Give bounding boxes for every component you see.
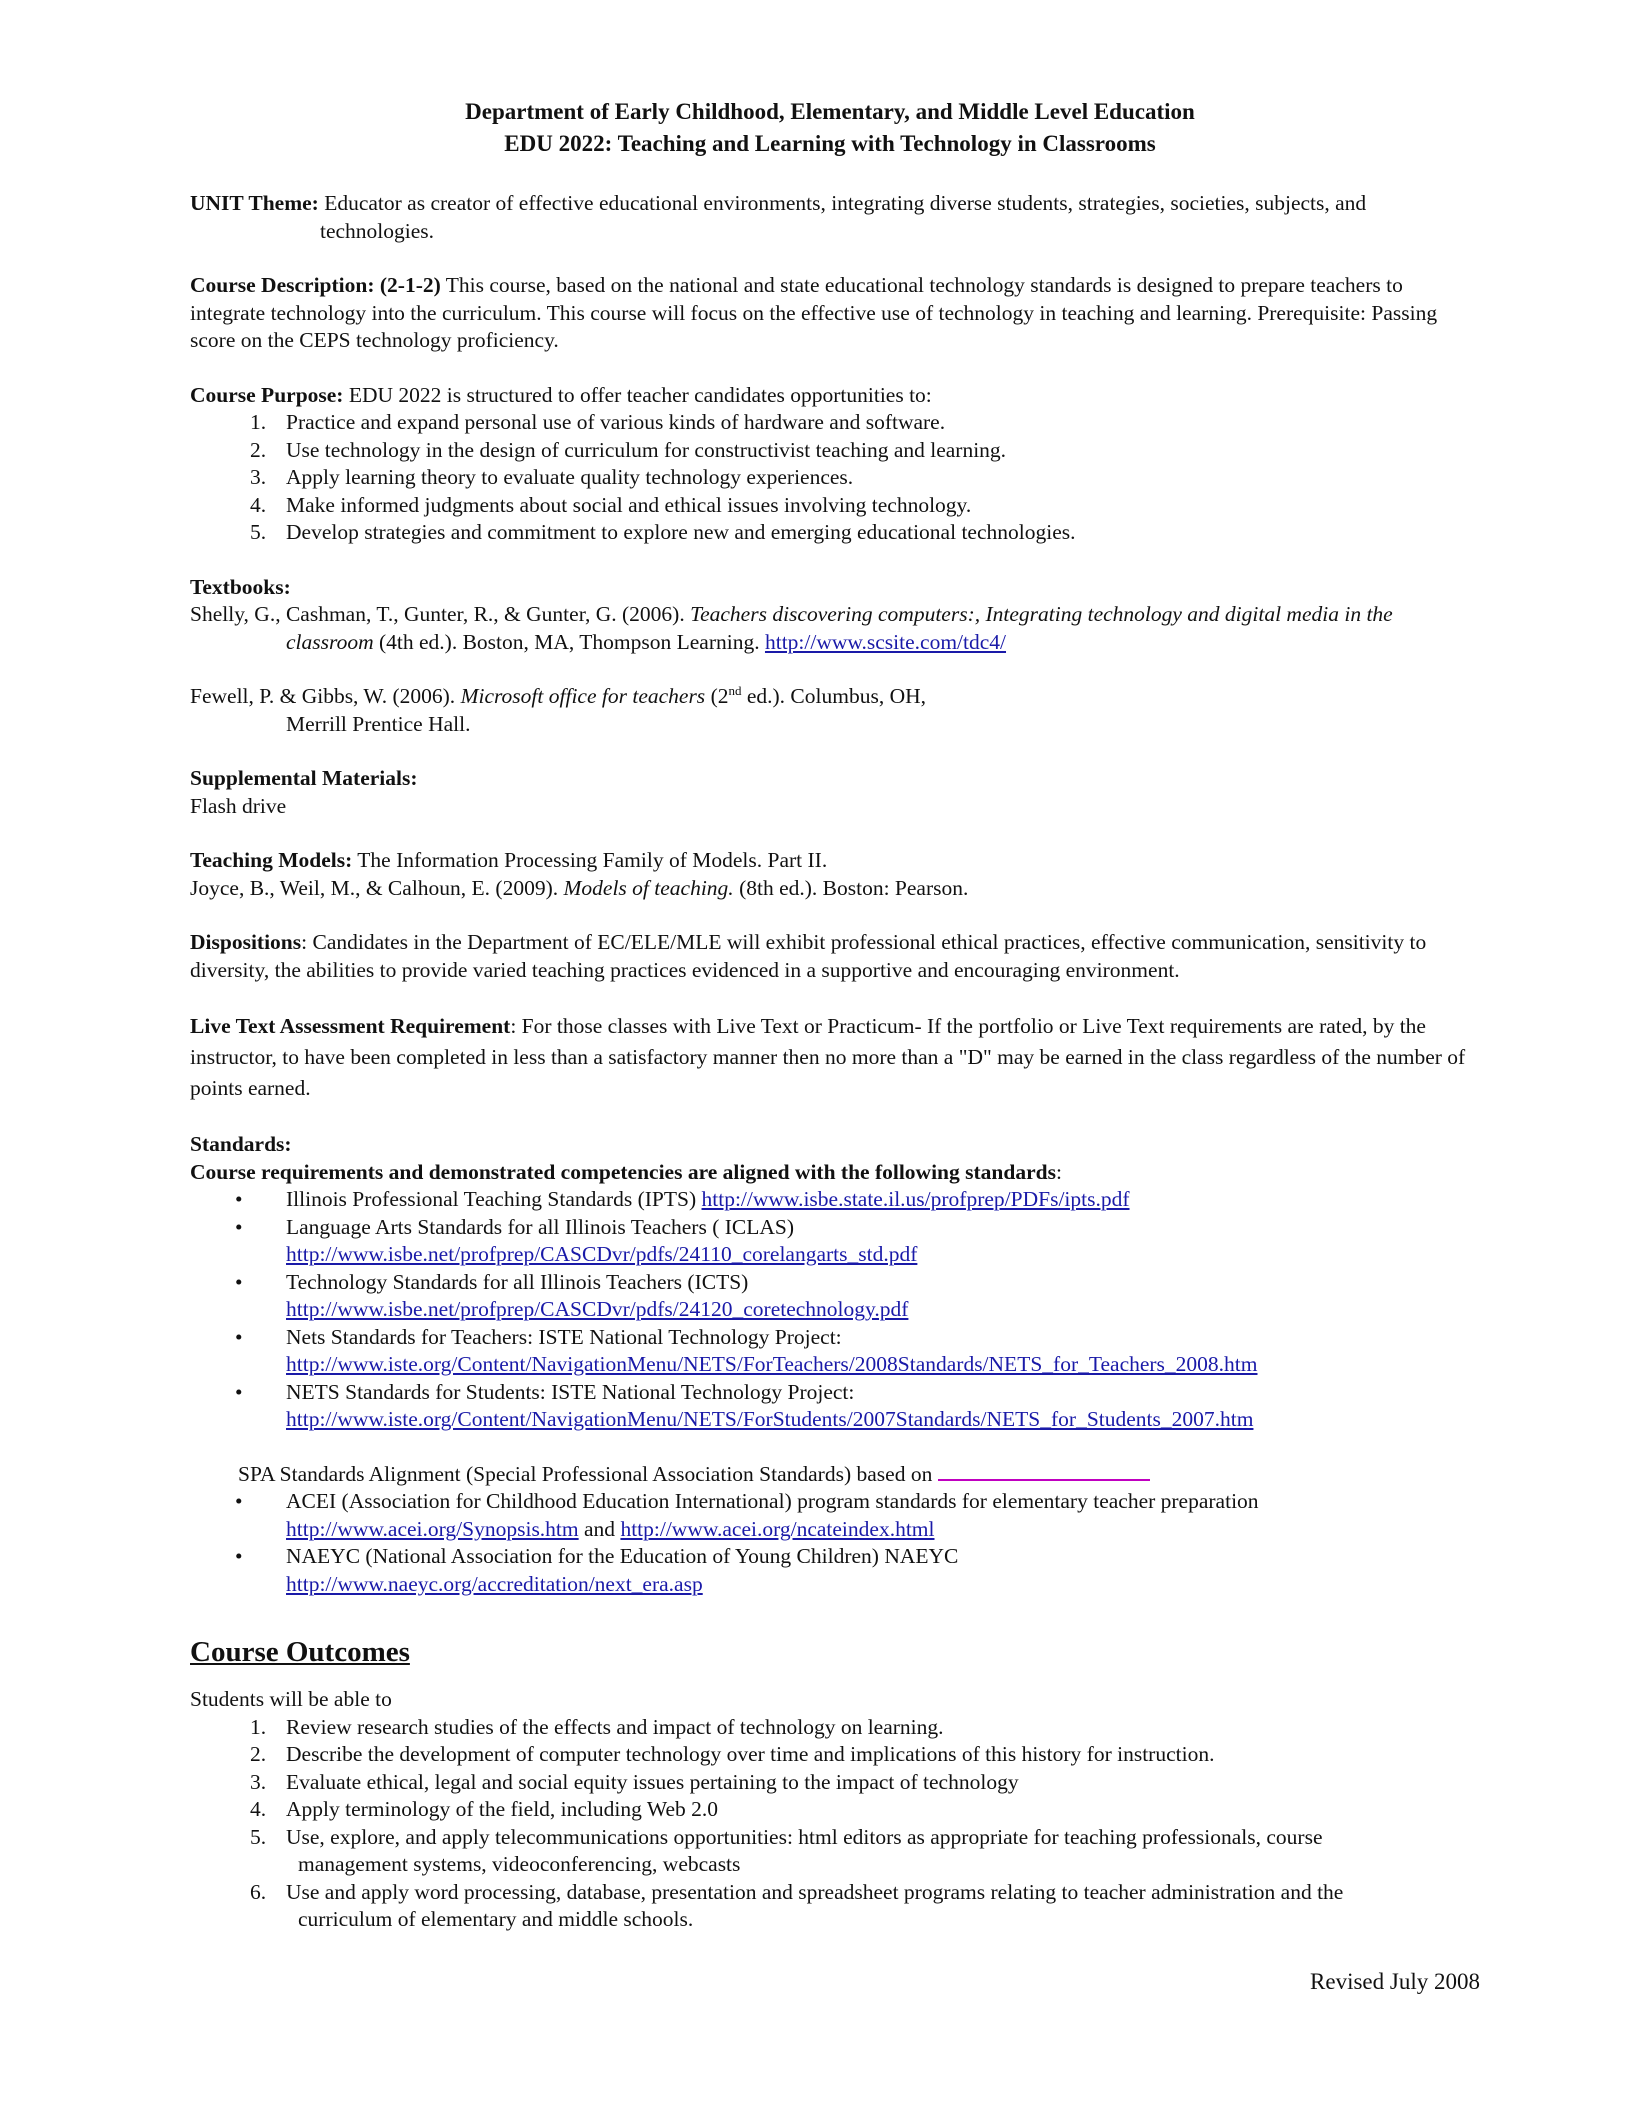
live-text-text: : For those classes with Live Text or Practicum- If the portfolio or Live Text requirements are rated, by the instructor, to have been completed in less than a satisfactory manner then no more than a "D" may be earned in the class regardless of the number of points earned. [190, 1014, 1466, 1100]
nets-students-link[interactable]: http://www.iste.org/Content/NavigationMenu/NETS/ForStudents/2007Standards/NETS_for_Students_2007.htm [286, 1407, 1254, 1431]
teaching-models-label: Teaching Models: [190, 848, 353, 872]
dispositions-text: : Candidates in the Department of EC/ELE/MLE will exhibit professional ethical practices, effective communication, sensitivity to diversity, the abilities to provide varied teaching practices evidenced in a supportive and encouraging environment. [190, 930, 1427, 982]
list-item: 2. Describe the development of computer technology over time and implications of this history for instruction. [250, 1742, 1215, 1766]
textbooks [190, 574, 1480, 739]
list-item: 4. Apply terminology of the field, including Web 2.0 [250, 1797, 718, 1821]
course-description [190, 272, 1480, 355]
standards-label: Standards: [190, 1132, 292, 1156]
outcomes-list [190, 1714, 1480, 1934]
unit-theme-label: UNIT Theme: [190, 191, 319, 215]
list-item: 1. Review research studies of the effects and impact of technology on learning. [250, 1714, 944, 1739]
textbook-citation-1: Shelly, G., Cashman, T., Gunter, R., & Gunter, G. (2006). Teachers discovering computers:, Integrating technology and digital media in the classroom (4th ed.). Boston, MA, Thompson Learning. http://www.scsite.com/tdc4/ [190, 602, 1393, 654]
list-item: • Technology Standards for all Illinois Teachers (ICTS) http://www.isbe.net/profprep/CASCDvr/pdfs/24120_coretechnology.pdf [235, 1269, 909, 1321]
course-description-label: Course Description: [190, 273, 375, 297]
list-item: 2. Use technology in the design of curriculum for constructivist teaching and learning. [250, 437, 1007, 462]
list-item: 5. Develop strategies and commitment to explore new and emerging educational technologies. [250, 520, 1076, 544]
teaching-models [190, 847, 1480, 902]
course-outcomes-heading: Course Outcomes [190, 1636, 410, 1668]
spa-standards [190, 1461, 1480, 1599]
list-item: • NETS Standards for Students: ISTE National Technology Project: http://www.iste.org/Content/NavigationMenu/NETS/ForStudents/2007Standards/NETS_for_Students_2007.htm [235, 1379, 1254, 1431]
textbook-citation-2: Fewell, P. & Gibbs, W. (2006). Microsoft office for teachers (2nd ed.). Columbus, OH, Merrill Prentice Hall. [190, 682, 927, 736]
supplemental-label: Supplemental Materials: [190, 766, 418, 790]
teaching-models-text: The Information Processing Family of Models. Part II. [357, 848, 828, 872]
standards [190, 1131, 1480, 1434]
outcomes-intro: Students will be able to [190, 1687, 392, 1711]
course-outcomes [190, 1686, 1480, 1934]
supplemental-materials [190, 765, 1480, 820]
course-title: EDU 2022: Teaching and Learning with Technology in Classrooms [504, 131, 1156, 156]
dispositions-label: Dispositions [190, 930, 302, 954]
list-item: • ACEI (Association for Childhood Education International) program standards for elementary teacher preparation http://www.acei.org/Synopsis.htm and http://www.acei.org/ncateindex.html [235, 1489, 1259, 1541]
textbook-1-link[interactable]: http://www.scsite.com/tdc4/ [764, 629, 1007, 654]
acei-synopsis-link[interactable]: http://www.acei.org/Synopsis.htm [286, 1516, 579, 1541]
acei-ncate-link[interactable]: http://www.acei.org/ncateindex.html [620, 1516, 935, 1541]
course-purpose-label: Course Purpose: [190, 382, 344, 407]
list-item: 5. Use, explore, and apply telecommunications opportunities: html editors as appropriate for teaching professionals, course management systems, videoconferencing, webcasts [250, 1824, 1323, 1876]
department-title: Department of Early Childhood, Elementary, and Middle Level Education [465, 99, 1195, 124]
unit-theme [190, 190, 1480, 245]
live-text-requirement [190, 1011, 1480, 1104]
list-item: • Language Arts Standards for all Illinois Teachers ( ICLAS) http://www.isbe.net/profprep/CASCDvr/pdfs/24110_corelangarts_std.pdf [235, 1214, 918, 1266]
textbooks-label: Textbooks: [190, 574, 291, 599]
list-item: 3. Apply learning theory to evaluate quality technology experiences. [250, 465, 854, 489]
list-item: • Illinois Professional Teaching Standards (IPTS) http://www.isbe.state.il.us/profprep/PDFs/ipts.pdf [235, 1187, 1130, 1211]
ipts-link[interactable]: http://www.isbe.state.il.us/profprep/PDFs/ipts.pdf [701, 1187, 1130, 1211]
list-item: 1. Practice and expand personal use of various kinds of hardware and software. [250, 410, 946, 434]
spa-list [190, 1488, 1480, 1598]
spa-blank-line [938, 1461, 1150, 1481]
course-description-text: This course, based on the national and state educational technology standards is designed to prepare teachers to integrate technology into the curriculum. This course will focus on the effective use of technology in teaching and learning. Prerequisite: Passing score on the CEPS technology proficiency. [190, 273, 1438, 352]
revision-date: Revised July 2008 [1310, 1969, 1480, 1994]
live-text-label: Live Text Assessment Requirement [190, 1014, 511, 1038]
document-header [180, 96, 1480, 160]
naeyc-link[interactable]: http://www.naeyc.org/accreditation/next_era.asp [286, 1571, 703, 1596]
nets-teachers-link[interactable]: http://www.iste.org/Content/NavigationMenu/NETS/ForTeachers/2008Standards/NETS_for_Teachers_2008.htm [286, 1352, 1258, 1376]
list-item: 4. Make informed judgments about social and ethical issues involving technology. [250, 492, 972, 517]
spa-intro: SPA Standards Alignment (Special Professional Association Standards) based on [190, 1461, 1480, 1489]
list-item: 6. Use and apply word processing, database, presentation and spreadsheet programs relating to teacher administration and the curriculum of elementary and middle schools. [250, 1879, 1344, 1931]
list-item: • Nets Standards for Teachers: ISTE National Technology Project: http://www.iste.org/Content/NavigationMenu/NETS/ForTeachers/2008Standards/NETS_for_Teachers_2008.htm [235, 1324, 1258, 1376]
list-item: • NAEYC (National Association for the Education of Young Children) NAEYC http://www.naeyc.org/accreditation/next_era.asp [235, 1544, 959, 1596]
icts-link[interactable]: http://www.isbe.net/profprep/CASCDvr/pdfs/24120_coretechnology.pdf [286, 1297, 909, 1321]
unit-theme-text: Educator as creator of effective educational environments, integrating diverse students, strategies, societies, subjects, and technologies. [320, 191, 1367, 243]
teaching-models-citation: Joyce, B., Weil, M., & Calhoun, E. (2009). Models of teaching. (8th ed.). Boston: Pearson. [190, 875, 969, 900]
iclas-link[interactable]: http://www.isbe.net/profprep/CASCDvr/pdfs/24110_corelangarts_std.pdf [286, 1242, 918, 1266]
course-purpose [190, 382, 1480, 547]
document-page [190, 96, 1480, 1934]
dispositions [190, 929, 1480, 984]
list-item: 3. Evaluate ethical, legal and social equity issues pertaining to the impact of technology [250, 1769, 1019, 1794]
course-purpose-list [190, 409, 1480, 547]
standards-list [190, 1186, 1480, 1434]
supplemental-text: Flash drive [190, 793, 287, 818]
course-credits: (2-1-2) [379, 273, 441, 297]
course-purpose-intro: EDU 2022 is structured to offer teacher candidates opportunities to: [348, 382, 932, 407]
standards-subhead: Course requirements and demonstrated competencies are aligned with the following standards: [190, 1159, 1062, 1184]
